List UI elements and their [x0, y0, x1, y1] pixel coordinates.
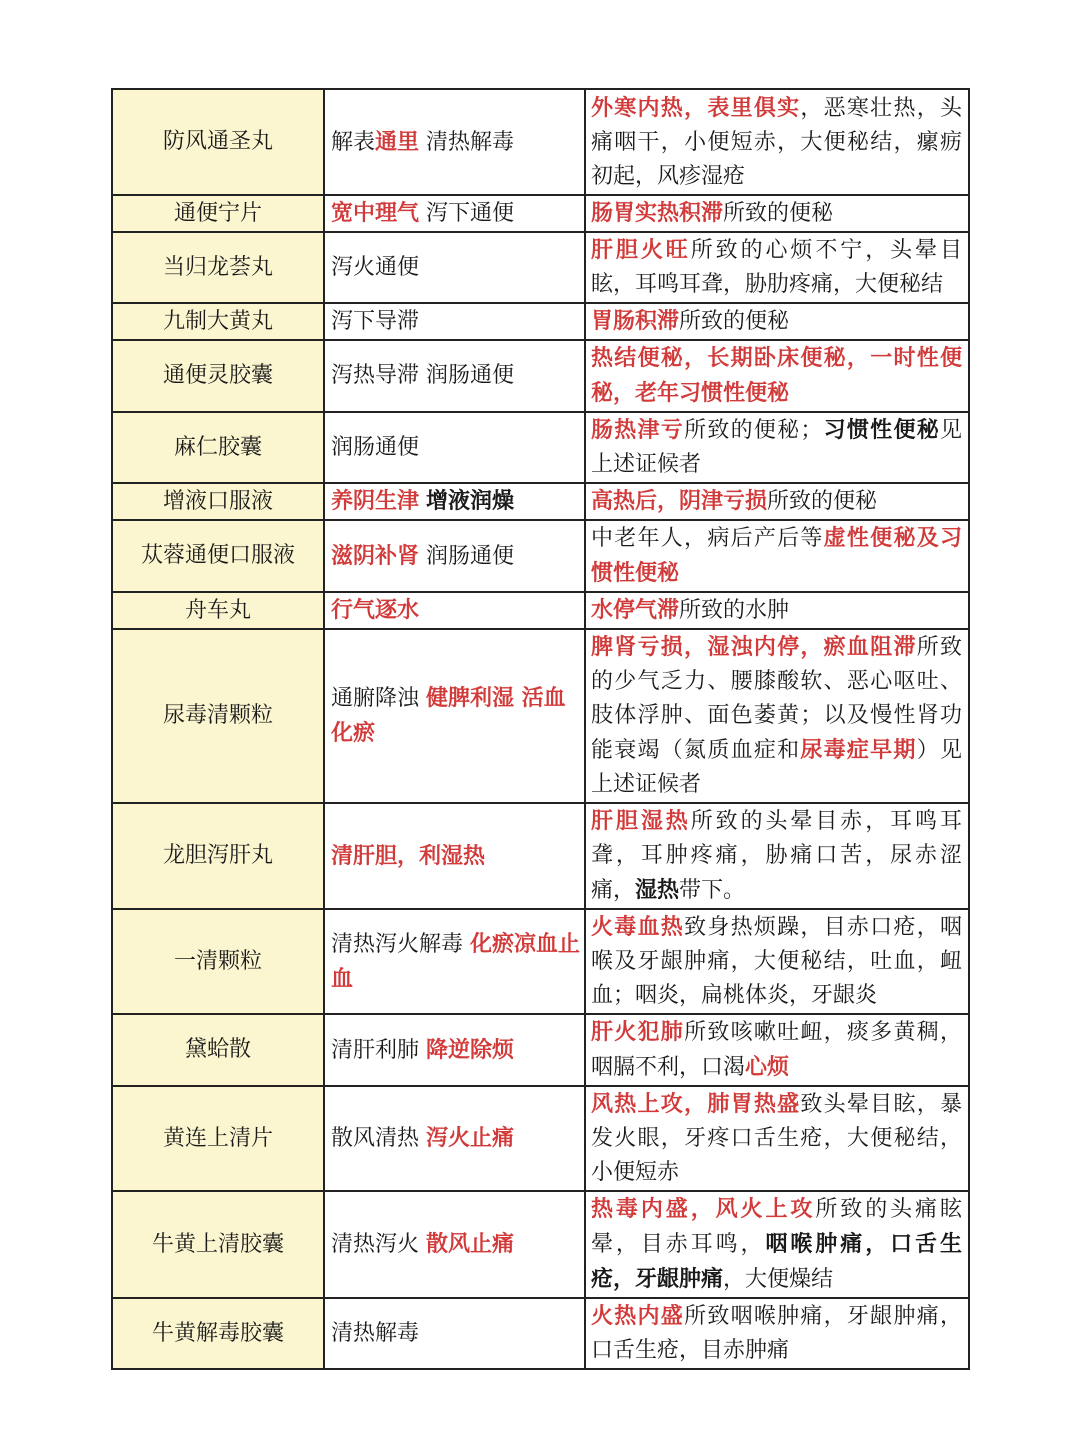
medicine-effect [324, 803, 585, 909]
medicine-indication [585, 483, 969, 520]
medicine-effect [324, 1086, 585, 1191]
medicine-name: 增液口服液 [112, 483, 324, 520]
plain-text: 润肠通便 [419, 543, 515, 569]
plain-text: 见上述证候者 [591, 418, 962, 477]
highlight-text: 虚性便秘及习惯性便秘 [591, 525, 962, 586]
medicine-indication [585, 909, 969, 1014]
medicine-indication [585, 303, 969, 340]
medicine-indication [585, 592, 969, 629]
medicine-name: 九制大黄丸 [112, 303, 324, 340]
plain-text: 致身热烦躁，目赤口疮，咽喉及牙龈肿痛，大便秘结，吐血，衄血；咽炎，扁桃体炎，牙龈炎 [591, 915, 962, 1008]
plain-text: 润肠通便 [331, 434, 420, 460]
medicine-indication [585, 232, 969, 303]
medicine-name: 苁蓉通便口服液 [112, 520, 324, 592]
plain-text: 所致的头晕目赤，耳鸣耳聋，耳肿疼痛，胁痛口苦，尿赤涩痛， [591, 809, 962, 903]
highlight-text: 滋阴补肾 [331, 542, 420, 569]
medicine-table [111, 88, 970, 1370]
plain-text: 通腑降浊 [331, 686, 426, 711]
plain-text: 所致的便秘 [679, 309, 790, 334]
plain-text: 清肝利肺 [331, 1037, 426, 1063]
medicine-effect [324, 1298, 585, 1369]
plain-text: 所致的便秘； [684, 418, 823, 443]
medicine-effect [324, 1014, 585, 1086]
medicine-indication [585, 1014, 969, 1086]
highlight-text: 散风止痛 [426, 1231, 515, 1257]
highlight-text: 泻火止痛 [426, 1125, 515, 1151]
highlight-text: 养阴生津 [331, 488, 420, 514]
plain-text: ，恶寒壮热，头痛咽干，小便短赤，大便秘结，瘰疬初起，风疹湿疮 [591, 95, 962, 189]
medicine-name: 防风通圣丸 [112, 89, 324, 195]
highlight-text: 健脾利湿 活血化瘀 [331, 685, 566, 746]
plain-text: ）见上述证候者 [591, 738, 962, 797]
medicine-name: 一清颗粒 [112, 909, 324, 1014]
plain-text: 所致的便秘 [767, 489, 878, 514]
medicine-indication [585, 195, 969, 232]
medicine-effect [324, 520, 585, 592]
medicine-effect [324, 89, 585, 195]
highlight-text: 行气逐水 [331, 597, 420, 623]
highlight-text: 宽中理气 [331, 200, 420, 226]
highlight-text: 热结便秘，长期卧床便秘，一时性便秘，老年习惯性便秘 [591, 345, 962, 406]
medicine-indication [585, 340, 969, 412]
highlight-text: 肠胃实热积滞 [591, 200, 724, 226]
medicine-indication [585, 89, 969, 195]
plain-text: 清热泻火 [331, 1232, 426, 1257]
medicine-name: 当归龙荟丸 [112, 232, 324, 303]
highlight-text: 脾肾亏损，湿浊内停，瘀血阻滞 [591, 634, 917, 660]
highlight-text: 心烦 [745, 1054, 790, 1080]
plain-text: 带下。 [679, 878, 746, 903]
plain-text: 所致的少气乏力、腰膝酸软、恶心呕吐、肢体浮肿、面色萎黄；以及慢性肾功能衰竭（氮质血症和 [591, 635, 962, 763]
medicine-name: 舟车丸 [112, 592, 324, 629]
medicine-indication [585, 1298, 969, 1369]
highlight-text: 化瘀凉血止血 [331, 930, 581, 992]
medicine-effect [324, 340, 585, 412]
plain-text: 散风清热 [331, 1126, 426, 1151]
bold-text: 咽喉肿痛，口舌生疮，牙龈肿痛 [591, 1231, 962, 1292]
medicine-indication [585, 520, 969, 592]
highlight-text: 肝胆湿热 [591, 808, 691, 834]
plain-text: 所致咽喉肿痛，牙龈肿痛，口舌生疮，目赤肿痛 [591, 1304, 962, 1363]
highlight-text: 外寒内热，表里俱实 [591, 94, 801, 121]
medicine-effect [324, 232, 585, 303]
medicine-effect [324, 195, 585, 232]
medicine-name: 龙胆泻肝丸 [112, 803, 324, 909]
highlight-text: 热毒内盛，风火上攻 [591, 1196, 816, 1222]
medicine-effect [324, 303, 585, 340]
medicine-effect [324, 909, 585, 1014]
plain-text: 清热泻火解毒 [331, 931, 470, 957]
medicine-indication [585, 412, 969, 483]
plain-text [419, 489, 426, 514]
plain-text: 所致的心烦不宁，头晕目眩，耳鸣耳聋，胁肋疼痛，大便秘结 [591, 238, 962, 297]
highlight-text: 胃肠积滞 [591, 308, 680, 334]
medicine-name: 牛黄解毒胶囊 [112, 1298, 324, 1369]
highlight-text: 降逆除烦 [426, 1036, 515, 1063]
medicine-name: 黛蛤散 [112, 1014, 324, 1086]
medicine-effect [324, 412, 585, 483]
plain-text: 所致的便秘 [723, 201, 834, 226]
plain-text: 泻下导滞 [331, 308, 420, 334]
medicine-name: 通便宁片 [112, 195, 324, 232]
medicine-name: 黄连上清片 [112, 1086, 324, 1191]
plain-text: 泻热导滞 润肠通便 [331, 363, 514, 388]
highlight-text: 火热内盛 [591, 1303, 685, 1329]
highlight-text: 火毒血热 [591, 914, 685, 940]
medicine-effect [324, 592, 585, 629]
medicine-effect [324, 483, 585, 520]
plain-text: 所致咳嗽吐衄，痰多黄稠，咽膈不利，口渴 [591, 1020, 962, 1080]
bold-text: 湿热 [635, 877, 680, 903]
plain-text: 中老年人，病后产后等 [591, 526, 824, 551]
highlight-text: 通里 [375, 128, 420, 155]
medicine-table-body [112, 89, 969, 1369]
medicine-name: 牛黄上清胶囊 [112, 1191, 324, 1298]
highlight-text: 肝火犯肺 [591, 1019, 685, 1045]
plain-text: 解表 [331, 129, 376, 155]
plain-text: 泻下通便 [419, 201, 515, 226]
bold-text: 增液润燥 [426, 488, 515, 514]
medicine-indication [585, 629, 969, 803]
highlight-text: 风热上攻，肺胃热盛 [591, 1091, 801, 1117]
plain-text: 致头晕目眩，暴发火眼，牙疼口舌生疮，大便秘结，小便短赤 [591, 1092, 962, 1185]
plain-text: 清热解毒 [419, 129, 515, 155]
highlight-text: 水停气滞 [591, 597, 680, 623]
plain-text: 泻火通便 [331, 254, 420, 280]
medicine-indication [585, 803, 969, 909]
medicine-name: 麻仁胶囊 [112, 412, 324, 483]
plain-text: 所致的水肿 [679, 598, 790, 623]
plain-text: 清热解毒 [331, 1320, 420, 1346]
medicine-effect [324, 1191, 585, 1298]
medicine-effect [324, 629, 585, 803]
plain-text: 所致的头痛眩晕，目赤耳鸣， [591, 1197, 962, 1257]
highlight-text: 尿毒症早期 [800, 737, 917, 763]
highlight-text: 肠热津亏 [591, 417, 685, 443]
plain-text: ，大便燥结 [723, 1267, 834, 1292]
bold-text: 习惯性便秘 [822, 417, 940, 443]
medicine-indication [585, 1086, 969, 1191]
medicine-name: 通便灵胶囊 [112, 340, 324, 412]
highlight-text: 高热后，阴津亏损 [591, 488, 768, 514]
highlight-text: 肝胆火旺 [591, 237, 691, 263]
medicine-indication [585, 1191, 969, 1298]
highlight-text: 清肝胆，利湿热 [331, 842, 486, 869]
medicine-name: 尿毒清颗粒 [112, 629, 324, 803]
